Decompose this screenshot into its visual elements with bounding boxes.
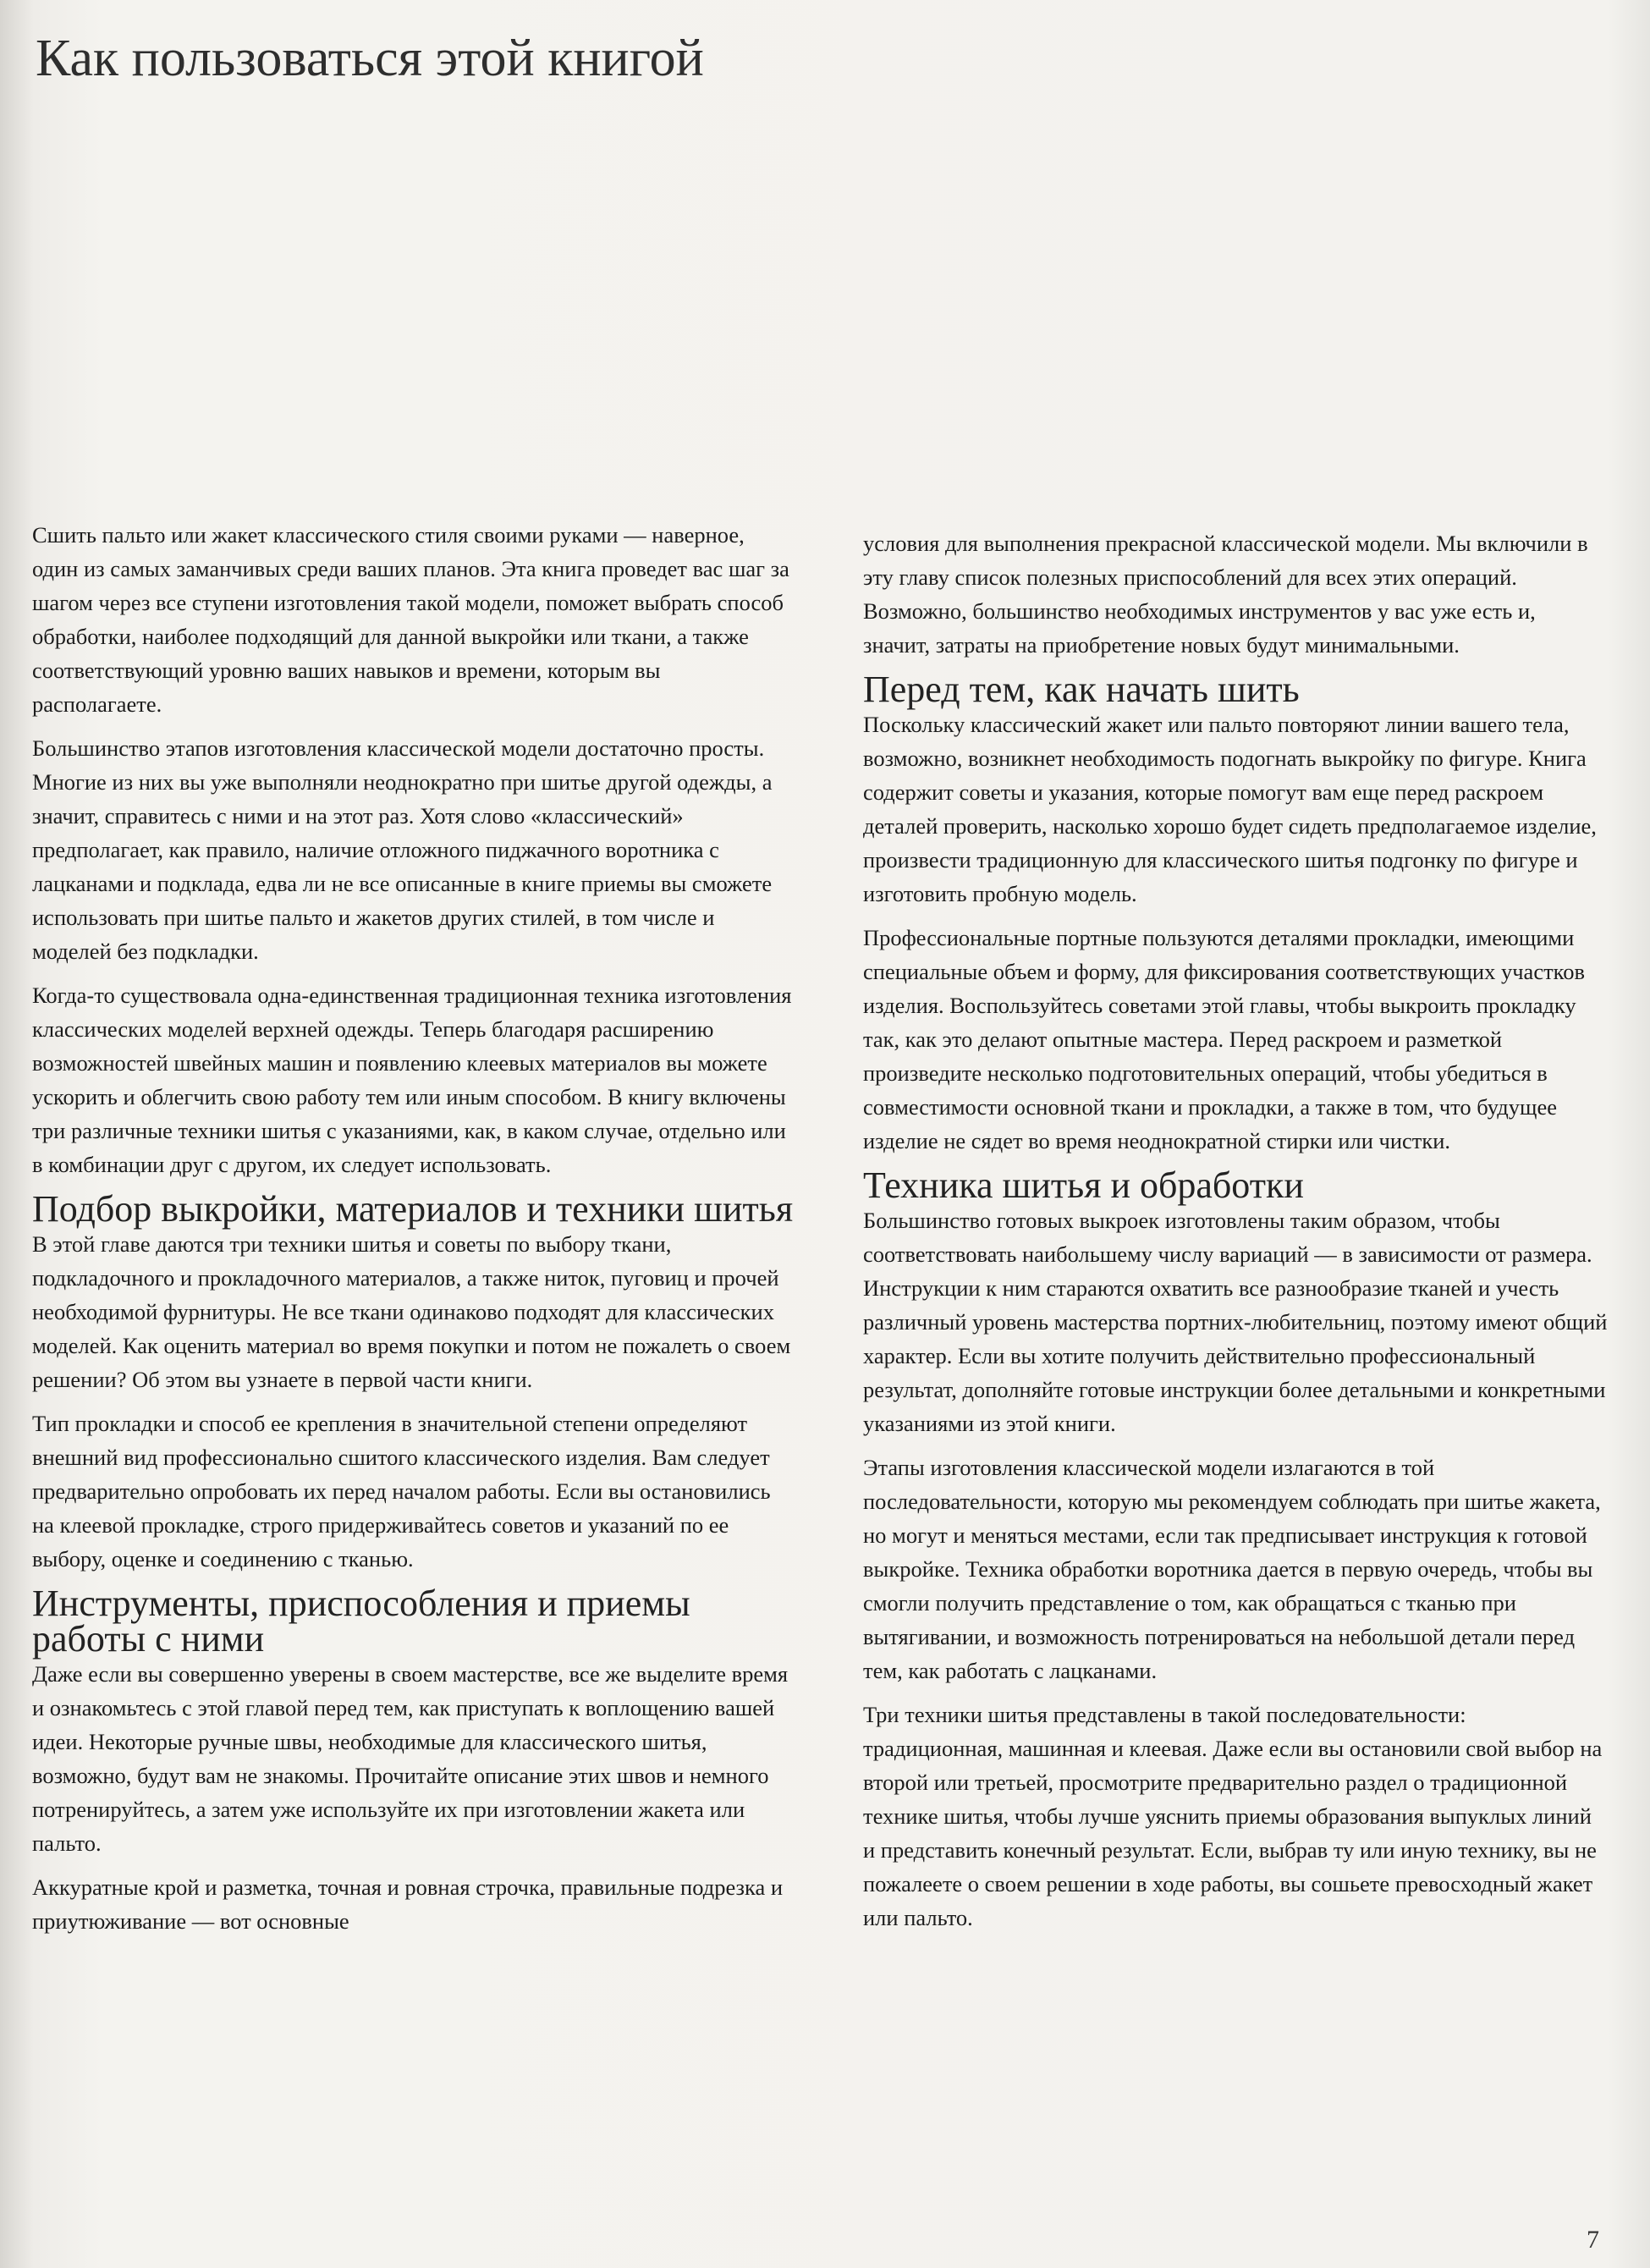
tools-paragraph-2: Аккуратные крой и разметка, точная и ровная строчка, правильные подрезка и приутюживание — вот основные (32, 1874, 784, 1934)
before-sewing-paragraph-2: Профессиональные портные пользуются деталями прокладки, имеющими специальные объем и форму, для фиксирования соответствующих участков изделия. Воспользуйтесь советами этой главы, чтобы выкроить прокладку так, как это делают опытные мастера. Перед раскроем и разметкой произведите несколько подготовительных операций, чтобы убедиться в совместимости основной ткани и прокладки, а также в том, что будущее изделие не сядет во время неоднократной стирки или чистки. (863, 925, 1585, 1153)
before-sewing-paragraph-1: Поскольку классический жакет или пальто повторяют линии вашего тела, возможно, возникнет необходимость подогнать выкройку по фигуре. Книга содержит советы и указания, которые помогут вам еще перед раскроем деталей проверить, насколько хорошо будет сидеть предполагаемое изделие, произвести традиционную для классического шитья подгонку по фигуре и изготовить пробную модель. (863, 712, 1597, 906)
left-column (32, 518, 794, 1948)
technique-paragraph-3: Три техники шитья представлены в такой последовательности: традиционная, машинная и клеевая. Даже если вы остановили свой выбор на второй или третьей, просмотрите предварительно раздел о традиционной технике шитья, чтобы лучше уяснить приемы образования выпуклых линий и представить конечный результат. Если, выбрав ту или иную технику, вы не пожалеете о своем решении в ходе работы, вы сошьете превосходный жакет или пальто. (863, 1702, 1603, 1930)
section-heading-pattern-selection: Подбор выкройки, материалов и техники шитья (32, 1188, 794, 1230)
tools-paragraph-1: Даже если вы совершенно уверены в своем мастерстве, все же выделите время и ознакомьтесь с этой главой перед тем, как приступать к воплощению вашей идеи. Некоторые ручные швы, необходимые для классического шитья, возможно, будут вам не знакомы. Прочитайте описание этих швов и немного потренируйтесь, а затем уже используйте их при изготовлении жакета или пальто. (32, 1661, 789, 1856)
right-column (863, 526, 1608, 1945)
section-heading-technique: Техника шитья и обработки (863, 1164, 1304, 1206)
section-heading-tools: Инструменты, приспособления и приемы работы с ними (32, 1583, 690, 1660)
technique-paragraph-1: Большинство готовых выкроек изготовлены таким образом, чтобы соответствовать наибольшему числу вариаций — в зависимости от размера. Инструкции к ним стараются охватить все разнообразие тканей и учесть различный уровень мастерства портних-любительниц, поэтому имеют общий характер. Если вы хотите получить действительно профессиональный результат, дополняйте готовые инструкции более детальными и конкретными указаниями из этой книги. (863, 1208, 1608, 1436)
tools-paragraph-continued: условия для выполнения прекрасной классической модели. Мы включили в эту главу список полезных приспособлений для всех этих операций. Возможно, большинство необходимых инструментов у вас уже есть и, значит, затраты на приобретение новых будут минимальными. (863, 531, 1588, 658)
intro-paragraph-3: Когда-то существовала одна-единственная традиционная техника изготовления классических моделей верхней одежды. Теперь благодаря расширению возможностей швейных машин и появлению клеевых материалов вы можете ускорить и облегчить свою работу тем или иным способом. В книгу включены три различные техники шитья с указаниями, как, в каком случае, отдельно или в комбинации друг с другом, их следует использовать. (32, 983, 792, 1177)
pattern-paragraph-1: В этой главе даются три техники шитья и советы по выбору ткани, подкладочного и прокладочного материалов, а также ниток, пуговиц и прочей необходимой фурнитуры. Не все ткани одинаково подходят для классических моделей. Как оценить материал во время покупки и потом не пожалеть о своем решении? Об этом вы узнаете в первой части книги. (32, 1231, 791, 1392)
intro-paragraph-2: Большинство этапов изготовления классической модели достаточно просты. Многие из них вы уже выполняли неоднократно при шитье другой одежды, а значит, справитесь с ними и на этот раз. Хотя слово «классический» предполагает, как правило, наличие отложного пиджачного воротника с лацканами и подклада, едва ли не все описанные в книге приемы вы сможете использовать при шитье пальто и жакетов других стилей, в том числе и моделей без подкладки. (32, 735, 773, 964)
intro-paragraph-1: Сшить пальто или жакет классического стиля своими руками — наверное, один из самых заманчивых среди ваших планов. Эта книга проведет вас шаг за шагом через все ступени изготовления такой модели, поможет выбрать способ обработки, наиболее подходящий для данной выкройки или ткани, а также соответствующий уровню ваших навыков и времени, которым вы располагаете. (32, 522, 789, 717)
pattern-paragraph-2: Тип прокладки и способ ее крепления в значительной степени определяют внешний вид профессионально сшитого классического изделия. Вам следует предварительно опробовать их перед началом работы. Если вы остановились на клеевой прокладке, строго придерживайтесь советов и указаний по ее выбору, оценке и соединению с тканью. (32, 1411, 771, 1572)
technique-paragraph-2: Этапы изготовления классической модели излагаются в той последовательности, которую мы рекомендуем соблюдать при шитье жакета, но могут и меняться местами, если так предписывает инструкция к готовой выкройке. Техника обработки воротника дается в первую очередь, чтобы вы смогли получить представление о том, как обращаться с тканью при вытягивании, и возможность потренироваться на небольшой детали перед тем, как работать с лацканами. (863, 1455, 1601, 1683)
page-title: Как пользоваться этой книгой (36, 30, 704, 87)
page-number: 7 (1587, 2226, 1599, 2254)
section-heading-before-sewing: Перед тем, как начать шить (863, 669, 1300, 710)
